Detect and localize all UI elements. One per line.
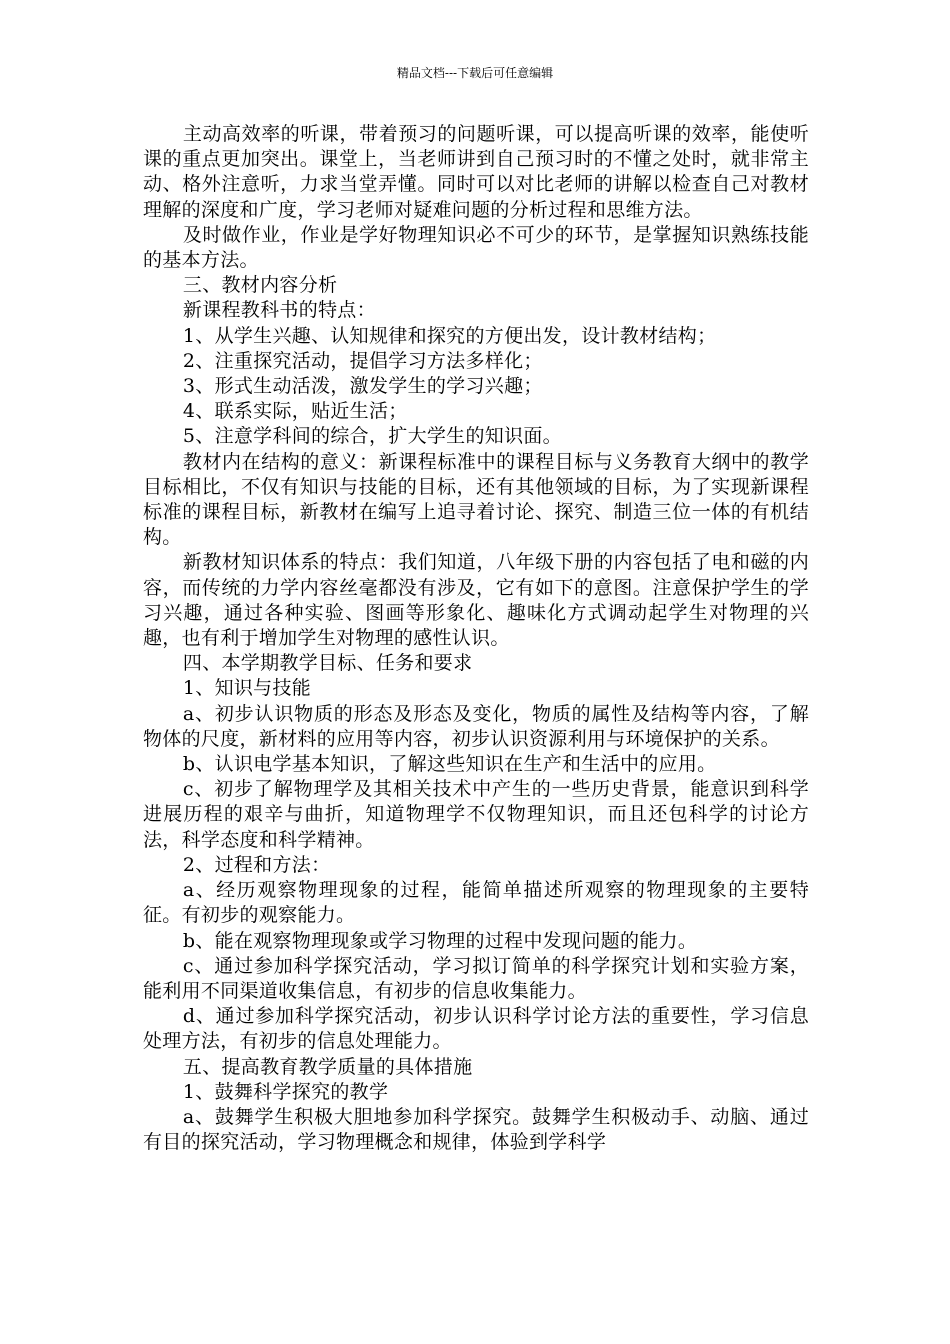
section-heading-4: 四、本学期教学目标、任务和要求: [182, 652, 473, 675]
list-item-process-a: a、经历观察物理现象的过程，能简单描述所观察的物理现象的主要特征。有初步的观察能力。: [143, 879, 809, 927]
section-heading-3: 三、教材内容分析: [182, 274, 338, 297]
list-item-feature-2: 2、注重探究活动，提倡学习方法多样化；: [182, 349, 543, 372]
paragraph-structure-meaning: 教材内在结构的意义：新课程标准中的课程目标与义务教育大纲中的教学目标相比，不仅有知识与技能的目标，还有其他领域的目标，为了实现新课程标准的课程目标，新教材在编写上追寻着讨论、探究、制造三位一体的有机结构。: [143, 450, 809, 549]
list-item-feature-3: 3、形式生动活泼，激发学生的学习兴趣；: [182, 375, 543, 398]
paragraph-listening: 主动高效率的听课，带着预习的问题听课，可以提高听课的效率，能使听课的重点更加突出。课堂上，当老师讲到自己预习时的不懂之处时，就非常主动、格外注意听，力求当堂弄懂。同时可以对比老师的讲解以检查自己对教材理解的深度和广度，学习老师对疑难问题的分析过程和思维方法。: [143, 123, 809, 221]
page-header: 精品文档---下载后可任意编辑: [396, 66, 554, 80]
list-item-feature-4: 4、联系实际，贴近生活；: [182, 400, 408, 423]
list-item-process-b: b、能在观察物理现象或学习物理的过程中发现问题的能力。: [182, 929, 698, 952]
subheading-process-method: 2、过程和方法：: [182, 853, 331, 876]
list-item-goal-a: a、初步认识物质的形态及形态及变化，物质的属性及结构等内容，了解物体的尺度，新材料的应用等内容，初步认识资源利用与环境保护的关系。: [143, 702, 809, 750]
list-item-feature-5: 5、注意学科间的综合，扩大学生的知识面。: [182, 425, 562, 448]
subheading-inquiry-teaching: 1、鼓舞科学探究的教学: [182, 1080, 389, 1103]
list-item-process-c: c、通过参加科学探究活动，学习拟订简单的科学探究计划和实验方案，能利用不同渠道收集信息，有初步的信息收集能力。: [143, 954, 809, 1002]
paragraph-textbook-features-title: 新课程教科书的特点：: [182, 299, 376, 322]
subheading-knowledge-skills: 1、知识与技能: [182, 677, 312, 700]
list-item-goal-c: c、初步了解物理学及其相关技术中产生的一些历史背景，能意识到科学进展历程的艰辛与曲折，知道物理学不仅物理知识，而且还包科学的讨论方法，科学态度和科学精神。: [143, 778, 809, 851]
list-item-process-d: d、通过参加科学探究活动，初步认识科学讨论方法的重要性，学习信息处理方法，有初步的信息处理能力。: [143, 1005, 809, 1053]
list-item-feature-1: 1、从学生兴趣、认知规律和探究的方便出发，设计教材结构；: [182, 324, 717, 347]
section-heading-5: 五、提高教育教学质量的具体措施: [182, 1055, 473, 1078]
paragraph-knowledge-system: 新教材知识体系的特点：我们知道，八年级下册的内容包括了电和磁的内容，而传统的力学内容丝毫都没有涉及，它有如下的意图。注意保护学生的学习兴趣，通过各种实验、图画等形象化、趣味化方式调动起学生对物理的兴趣，也有利于增加学生对物理的感性认识。: [143, 551, 809, 650]
paragraph-homework: 及时做作业，作业是学好物理知识必不可少的环节，是掌握知识熟练技能的基本方法。: [143, 223, 809, 272]
document-body: [143, 122, 809, 1155]
list-item-measure-a: a、鼓舞学生积极大胆地参加科学探究。鼓舞学生积极动手、动脑、通过有目的探究活动，学习物理概念和规律，体验到学科学: [143, 1105, 809, 1154]
list-item-goal-b: b、认识电学基本知识，了解这些知识在生产和生活中的应用。: [182, 753, 717, 776]
